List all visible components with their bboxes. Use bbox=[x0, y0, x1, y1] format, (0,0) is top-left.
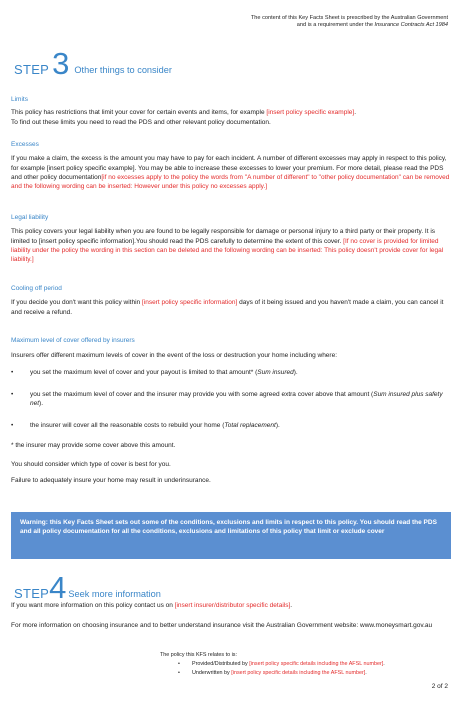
limits-text-2: To find out these limits you need to read the PDS and other relevant policy documentation. bbox=[11, 118, 271, 126]
legal-liability-text: This policy covers your legal liability when you are found to be legally responsible for damage or personal injury to a third party or their property. It is limited to [insert policy specific information].You should read the PDS carefully to determine the extent of this cover. [If no cover is provided for limited liability under the policy the wording in this section can be deleted and the following wording can be inserted: This policy doesn't provide cover for legal liability.] bbox=[11, 228, 444, 264]
legal-liability-section bbox=[11, 213, 451, 264]
list-item: • you set the maximum level of cover and your payout is limited to that amount* (Sum insured). bbox=[11, 368, 298, 376]
list-item: • Provided/Distributed by [insert policy specific details including the AFSL number]. bbox=[178, 661, 385, 667]
header-note-line1: The content of this Key Facts Sheet is prescribed by the Australian Government bbox=[250, 15, 448, 21]
cooling-off-text: If you decide you don't want this policy within [insert policy specific information] days of it being issued and you haven't made a claim, you can cancel it and receive a refund. bbox=[11, 299, 444, 316]
kfs-intro: The policy this KFS relates to is: bbox=[160, 652, 237, 658]
step4-number: 4 bbox=[49, 570, 67, 605]
warning-box bbox=[11, 512, 451, 559]
maximum-cover-failure: Failure to adequately insure your home may result in underinsurance. bbox=[11, 477, 211, 485]
warning-text: Warning: this Key Facts Sheet sets out some of the conditions, exclusions and limits in respect to this policy. You should read the PDS and all policy documentation for all the conditions, exclusions and limitations of this policy that limit or exclude cover bbox=[20, 519, 437, 536]
step3-word: STEP bbox=[14, 62, 50, 77]
list-item: • the insurer will cover all the reasonable costs to rebuild your home (Total replacement). bbox=[11, 422, 280, 430]
maximum-cover-footnote: * the insurer may provide some cover above this amount. bbox=[11, 441, 176, 449]
bullet-icon: • bbox=[11, 390, 14, 398]
cooling-off-heading: Cooling off period bbox=[11, 285, 62, 292]
more-info-text: For more information on choosing insurance and to better understand insurance visit the Australian Government website: www.moneysmart.gov.au bbox=[11, 622, 433, 630]
list-item: • you set the maximum level of cover and the insurer may provide you with some agreed extra cover above that amount (Sum insured plus safety net). bbox=[11, 390, 443, 408]
limits-section bbox=[11, 95, 451, 127]
legal-liability-heading: Legal liability bbox=[11, 214, 49, 221]
excesses-heading: Excesses bbox=[11, 141, 39, 148]
bullet-icon: • bbox=[11, 422, 14, 430]
excesses-section bbox=[11, 140, 451, 191]
bullet-icon: • bbox=[11, 368, 14, 376]
bullet-icon: • bbox=[178, 670, 180, 676]
step3-title: Other things to consider bbox=[74, 65, 172, 75]
maximum-cover-intro: Insurers offer different maximum levels of cover in the event of the loss or destruction your home including where: bbox=[11, 352, 338, 360]
page-number: 2 of 2 bbox=[431, 683, 448, 690]
header-note-line2: and is a requirement under the Insurance Contracts Act 1984 bbox=[296, 22, 448, 28]
header-note bbox=[148, 15, 448, 29]
limits-heading: Limits bbox=[11, 96, 28, 103]
step3-heading bbox=[14, 46, 172, 81]
step4-heading bbox=[14, 570, 161, 605]
excesses-text: If you make a claim, the excess is the amount you may have to pay for each incident. A number of different excesses may apply in respect to this policy, for example [insert policy specific example]. You may be able to increase these excesses to lower your premium. For more detail, please read the PDS and other policy documentation[if no excesses apply to the policy the words from "A number of different" to "other policy documentation" can be removed and the following wording can be inserted: However under this policy no excesses apply.] bbox=[11, 155, 450, 191]
step3-number: 3 bbox=[52, 46, 70, 81]
maximum-cover-heading: Maximum level of cover offered by insurers bbox=[11, 337, 135, 344]
cooling-off-section bbox=[11, 284, 451, 317]
list-item: • Underwritten by [insert policy specific details including the AFSL number]. bbox=[178, 670, 367, 676]
maximum-cover-consider: You should consider which type of cover is best for you. bbox=[11, 461, 171, 469]
step4-word: STEP bbox=[14, 586, 50, 601]
kfs-relates-block bbox=[160, 651, 385, 678]
limits-text: This policy has restrictions that limit your cover for certain events and items, for example [insert policy specific example]. bbox=[11, 109, 357, 117]
bullet-icon: • bbox=[178, 661, 180, 667]
step4-contact-text: If you want more information on this policy contact us on [insert insurer/distributor specific details]. For more information on choosing insurance and to better understand insurance visit the Australian Government website: www.moneysmart.gov.au bbox=[11, 601, 451, 631]
step4-title: Seek more information bbox=[68, 589, 161, 599]
maximum-cover-section bbox=[11, 336, 451, 486]
